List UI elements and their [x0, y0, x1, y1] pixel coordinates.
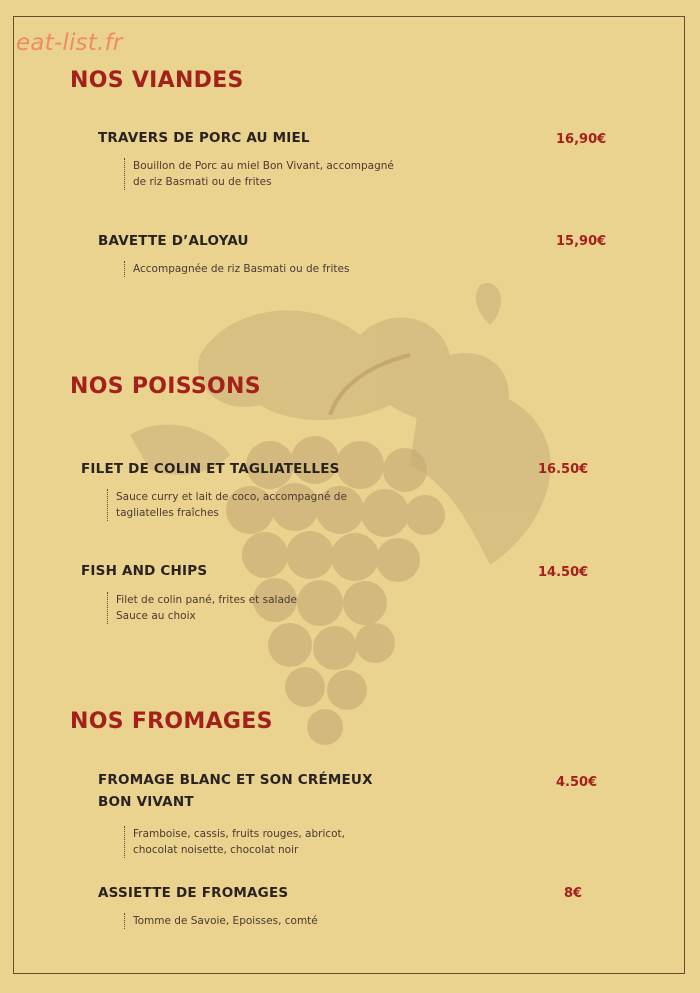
item-name-fromage-blanc: FROMAGE BLANC ET SON CRÉMEUX BON VIVANT [98, 772, 373, 810]
item-desc-fish: Filet de colin pané, frites et salade Sauce au choix [107, 592, 297, 624]
item-name-assiette: ASSIETTE DE FROMAGES [98, 885, 289, 901]
item-desc-assiette: Tomme de Savoie, Epoisses, comté [124, 913, 318, 929]
item-name-travers: TRAVERS DE PORC AU MIEL [98, 130, 310, 146]
section-title-fromages: NOS FROMAGES [70, 709, 273, 734]
item-price-fromage-blanc: 4.50€ [556, 775, 598, 790]
item-price-bavette: 15,90€ [556, 234, 607, 249]
item-desc-fromage-blanc: Framboise, cassis, fruits rouges, abricot, chocolat noisette, chocolat noir [124, 826, 345, 858]
item-name-colin: FILET DE COLIN ET TAGLIATELLES [81, 461, 340, 477]
section-title-viandes: NOS VIANDES [70, 68, 244, 93]
item-price-colin: 16.50€ [538, 462, 589, 477]
item-price-assiette: 8€ [564, 886, 583, 901]
item-desc-travers: Bouillon de Porc au miel Bon Vivant, accompagné de riz Basmati ou de frites [124, 158, 394, 190]
item-desc-bavette: Accompagnée de riz Basmati ou de frites [124, 261, 349, 277]
item-price-fish: 14.50€ [538, 565, 589, 580]
site-watermark: eat-list.fr [16, 30, 123, 56]
section-title-poissons: NOS POISSONS [70, 374, 261, 399]
item-name-bavette: BAVETTE D’ALOYAU [98, 233, 249, 249]
item-desc-colin: Sauce curry et lait de coco, accompagné de tagliatelles fraîches [107, 489, 347, 521]
item-price-travers: 16,90€ [556, 132, 607, 147]
item-name-fish: FISH AND CHIPS [81, 563, 208, 579]
